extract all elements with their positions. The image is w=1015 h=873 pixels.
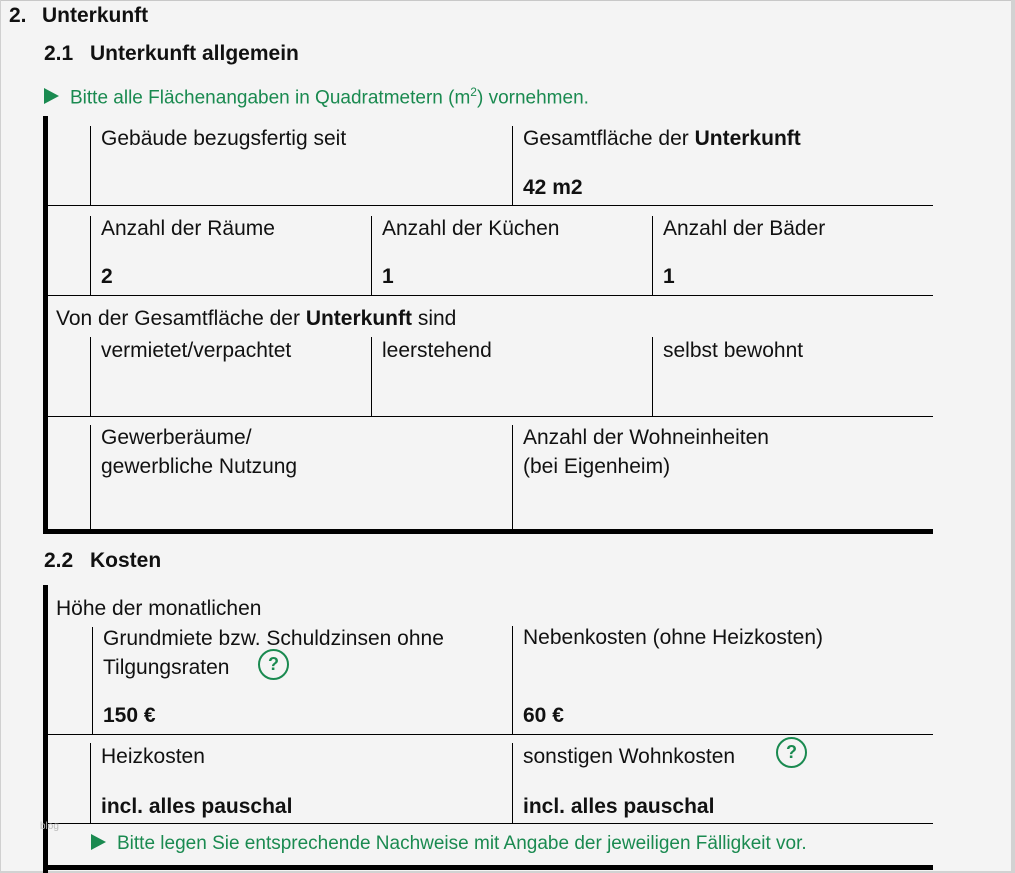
field-input-selbst-bewohnt[interactable] <box>663 372 923 412</box>
field-label-selbst-bewohnt: selbst bewohnt <box>663 339 804 362</box>
field-input-leerstehend[interactable] <box>382 372 642 412</box>
field-label-nebenkosten: Nebenkosten (ohne Heizkosten) <box>523 626 824 649</box>
cell-divider <box>652 337 653 416</box>
field-value-heizkosten[interactable]: incl. alles pauschal <box>101 795 293 818</box>
subsection-number: 2.2 <box>44 549 74 572</box>
table-bottom-border <box>43 865 933 870</box>
hint-text: Bitte legen Sie entsprechende Nachweise mit Angabe der jeweiligen Fälligkeit vor. <box>117 833 807 854</box>
label-bold-text: Unterkunft <box>305 307 412 330</box>
table-left-border <box>43 116 48 534</box>
field-label-vermietet: vermietet/verpachtet <box>101 339 292 362</box>
label-line: (bei Eigenheim) <box>523 455 671 478</box>
cell-divider <box>512 126 513 206</box>
window-frame-left <box>0 0 1 873</box>
label-line: Grundmiete bzw. Schuldzinsen ohne <box>103 627 444 650</box>
hint-text-end: ) vornehmen. <box>476 87 589 109</box>
label-line: Anzahl der Wohneinheiten <box>523 426 769 449</box>
label-line: Gewerberäume/ <box>101 426 252 449</box>
field-label-bezugsfertig: Gebäude bezugsfertig seit <box>101 127 347 150</box>
help-icon-sonstige[interactable]: ? <box>776 737 807 768</box>
field-input-wohneinheiten[interactable] <box>523 485 923 525</box>
field-value-kuechen[interactable]: 1 <box>382 265 394 288</box>
field-label-wohneinheiten <box>523 423 769 481</box>
group-label-gesamtflaeche <box>56 304 456 333</box>
table-bottom-border <box>43 529 933 534</box>
cell-divider <box>652 216 653 295</box>
field-label-raeume: Anzahl der Räume <box>101 217 275 240</box>
subsection-heading-allgemein <box>44 42 299 66</box>
area-units-hint <box>44 85 589 109</box>
window-frame-top <box>0 0 1015 1</box>
field-value-grundmiete[interactable]: 150 € <box>103 704 156 727</box>
subsection-heading-kosten <box>44 549 161 573</box>
field-input-gewerbe[interactable] <box>101 485 501 525</box>
label-bold-text: Unterkunft <box>694 127 801 150</box>
hint-text: Bitte alle Flächenangaben in Quadratmetern (m <box>70 87 471 109</box>
subsection-number: 2.1 <box>44 42 74 65</box>
cell-divider <box>90 743 91 823</box>
cell-divider <box>371 216 372 295</box>
hint-superscript: 2 <box>470 85 477 99</box>
triangle-right-icon <box>91 834 106 850</box>
label-line: gewerbliche Nutzung <box>101 455 298 478</box>
cell-divider <box>90 337 91 416</box>
cell-divider <box>512 743 513 823</box>
section-title: Unterkunft <box>42 4 149 27</box>
subsection-title: Kosten <box>90 549 162 572</box>
section-number: 2. <box>9 4 27 27</box>
field-input-vermietet[interactable] <box>101 372 361 412</box>
field-label-gewerbe <box>101 423 297 481</box>
field-input-bezugsfertig[interactable] <box>101 160 501 200</box>
row-divider <box>45 734 933 735</box>
row-divider <box>45 416 933 417</box>
label-line: Tilgungsraten <box>103 656 230 679</box>
field-label-gesamtflaeche <box>523 124 801 153</box>
field-label-sonstige: sonstigen Wohnkosten <box>523 745 736 768</box>
field-label-kuechen: Anzahl der Küchen <box>382 217 560 240</box>
triangle-right-icon <box>44 88 59 104</box>
cell-divider <box>512 626 513 735</box>
cell-divider <box>90 216 91 295</box>
field-value-gesamtflaeche[interactable]: 42 m2 <box>523 176 583 199</box>
scrollbar-track[interactable] <box>1011 0 1015 873</box>
help-icon-grundmiete[interactable]: ? <box>258 649 289 680</box>
field-value-sonstige[interactable]: incl. alles pauschal <box>523 795 715 818</box>
field-label-heizkosten: Heizkosten <box>101 745 205 768</box>
group-label-monatlich: Höhe der monatlichen <box>56 597 262 620</box>
row-divider <box>45 823 933 824</box>
row-divider <box>45 205 933 206</box>
cell-divider <box>90 126 91 206</box>
field-value-baeder[interactable]: 1 <box>663 265 675 288</box>
cell-divider <box>371 337 372 416</box>
label-text: Von der Gesamtfläche der <box>56 307 306 330</box>
section-heading <box>9 4 148 28</box>
cell-divider <box>92 627 93 735</box>
row-divider <box>45 295 933 296</box>
label-text: Gesamtfläche der <box>523 127 695 150</box>
subsection-title: Unterkunft allgemein <box>90 42 299 65</box>
cell-divider <box>90 425 91 529</box>
field-value-nebenkosten[interactable]: 60 € <box>523 704 564 727</box>
field-label-leerstehend: leerstehend <box>382 339 492 362</box>
watermark: blog <box>40 821 59 832</box>
field-value-raeume[interactable]: 2 <box>101 265 113 288</box>
cell-divider <box>512 425 513 529</box>
nachweise-hint <box>91 833 807 855</box>
label-text-end: sind <box>411 307 457 330</box>
field-label-baeder: Anzahl der Bäder <box>663 217 826 240</box>
